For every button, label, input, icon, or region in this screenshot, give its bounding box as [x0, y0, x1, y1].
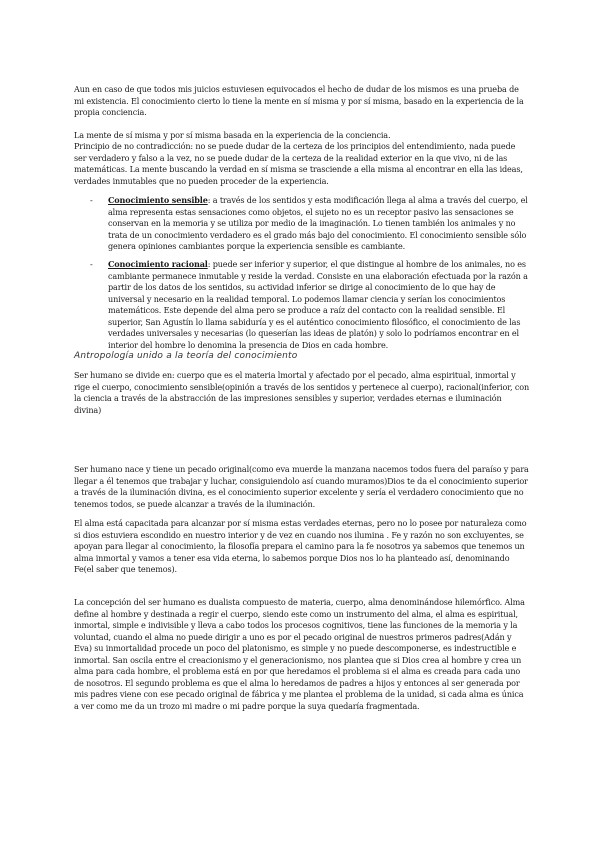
bullet-term: Conocimiento racional	[108, 259, 208, 269]
paragraph-soul-eternal-truths: El alma está capacitada para alcanzar por sí misma estas verdades eternas, pero no lo posee por naturaleza como si dios estuviera escondido en nuestro interior y de vez en cuando nos ilumina . Fe y razón no son excluyentes, se apoyan para llegar al conocimiento, la filosofía prepara el camino para la fe nosotros ya sabemos que tenemos un alma inmortal y vamos a tener esa vida eterna, lo sabemos porque Dios nos lo ha planteado así, denominando Fe(el saber que tenemos).	[74, 518, 527, 574]
bullet-dash: -	[90, 259, 93, 269]
paragraph-existence-proof: Aun en caso de que todos mis juicios estuviesen equivocados el hecho de dudar de los mismos es una prueba de mi existencia. El conocimiento cierto lo tiene la mente en sí misma y por sí misma, basado en la experiencia de la propia conciencia.	[74, 84, 524, 117]
bullet-body	[108, 259, 530, 351]
paragraph-human-division: Ser humano se divide en: cuerpo que es el materia lmortal y afectado por el pecado, alma espiritual, inmortal y rige el cuerpo, conocimiento sensible(opinión a través de los sentidos y pertenece al cuerpo), racional(inferior, con la ciencia a través de la abstracción de las impresiones sensibles y superior, verdades eternas e iluminación divina)	[74, 370, 530, 415]
bullet-rational-knowledge	[90, 259, 530, 351]
bullet-term: Conocimiento sensible	[108, 195, 208, 205]
paragraph-non-contradiction: Principio de no contradicción: no se puede dudar de la certeza de los principios del entendimiento, nada puede ser verdadero y falso a la vez, no se puede dudar de la certeza de la realidad exterior en la que vivo, ni de las matemáticas. La mente buscando la verdad en sí misma se trasciende a ella misma al encontrar en ella las ideas, verdades inmutables que no pueden proceder de la experiencia.	[74, 141, 523, 186]
bullet-text: : puede ser inferior y superior, el que distingue al hombre de los animales, no es cambiante permanece inmutable y reside la verdad. Consiste en una elaboración efectuada por la razón a partir de los datos de los sentidos, su actividad inferior se dirige al conocimiento de lo que hay de universal y necesario en la realidad temporal. Lo podemos llamar ciencia y serían los conocimientos matemáticos. Este depende del alma pero se produce a raíz del contacto con la realidad sensible. El superior, San Agustín lo llama sabiduría y es el auténtico conocimiento filosófico, el conocimiento de las verdades universales y necesarias (lo queserían las ideas de platón) y solo lo podríamos encontrar en el interior del hombre lo denomina la presencia de Dios en cada hombre.	[108, 259, 528, 350]
section-heading-anthropology: Antropología unido a la teoría del conocimiento	[74, 351, 298, 361]
paragraph-mind-consciousness: La mente de sí misma y por sí misma basada en la experiencia de la conciencia.	[74, 130, 391, 140]
paragraph-dualist-conception: La concepción del ser humano es dualista compuesto de materia, cuerpo, alma denominándose hilemórfico. Alma define al hombre y destinada a regir el cuerpo, siendo este como un instrumento del alma, el alma es espiritual, inmortal, simple e indivisible y lleva a cabo todos los procesos cognitivos, tiene las funciones de la memoria y la voluntad, cuando el alma no puede dirigir a uno es por el pecado original de nuestros primeros padres(Adán y Eva) su inmortalidad procede un poco del platonismo, es simple y no puede descomponerse, es indestructible e inmortal. San oscila entre el creacionismo y el generacionismo, nos plantea que si Dios crea al hombre y crea un alma para cada hombre, el problema está en por que heredamos el problema si el alma es creada para cada uno de nosotros. El segundo problema es que el alma lo heredamos de padres a hijos y entonces al ser generada por mis padres viene con ese pecado original de fábrica y me plantea el problema de la unidad, si cada alma es única a ver como me da un trozo mi madre o mi padre porque la suya quedaría fragmentada.	[74, 597, 525, 711]
paragraph-original-sin: Ser humano nace y tiene un pecado original(como eva muerde la manzana nacemos todos fuera del paraíso y para llegar a él tenemos que trabajar y luchar, consiguiendolo así cuando muramos)Dios te da el conocimiento superior a través de la iluminación divina, es el conocimiento superior excelente y sería el verdadero conocimiento que no tenemos todos, se puede alcanzar a través de la iluminación.	[74, 464, 529, 509]
bullet-body	[108, 195, 530, 253]
bullet-dash: -	[90, 195, 93, 205]
bullet-text: : a través de los sentidos y esta modificación llega al alma a través del cuerpo, el alma representa estas sensaciones como objetos, el sujeto no es un receptor pasivo las sensaciones se conservan en la memoria y se utiliza por medio de la imaginación. Lo tienen también los animales y no trata de un conocimiento verdadero es el grado más bajo del conocimiento. El conocimiento sensible sólo genera opiniones cambiantes porque la experiencia sensible es cambiante.	[108, 195, 528, 251]
bullet-sensible-knowledge	[90, 195, 530, 253]
